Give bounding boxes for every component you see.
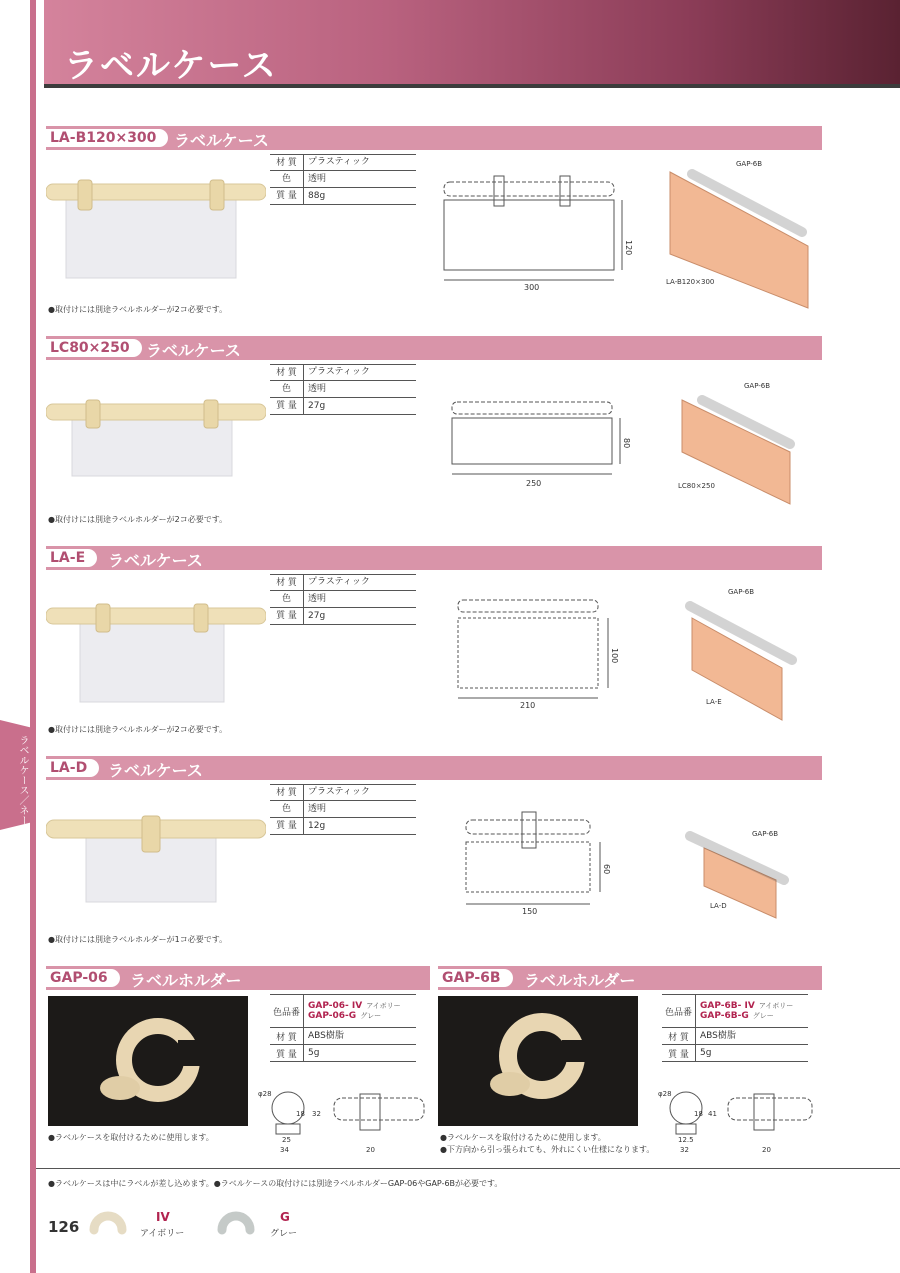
color-name-iv: アイボリー [758, 1002, 794, 1010]
section-header-gap-06 [46, 966, 430, 990]
holder-note: ●ラベルケースを取付けるために使用します。 [440, 1133, 606, 1142]
page-title: ラベルケース [64, 46, 278, 86]
dim-height: 100 [610, 648, 619, 664]
spec-key: 色 [270, 171, 304, 187]
spec-key: 質 量 [270, 1045, 304, 1061]
section-note: ●取付けには別途ラベルホルダーが2コ必要です。 [48, 515, 228, 524]
dim-s: 20 [366, 1146, 375, 1154]
dim-c: 25 [282, 1136, 291, 1144]
dim-height: 60 [602, 864, 611, 875]
swatch-name-g: グレー [270, 1229, 298, 1239]
mounting-illustration [662, 160, 822, 310]
spec-key: 質 量 [270, 188, 304, 204]
section-header-la-d [46, 756, 822, 780]
spec-key: 材 質 [270, 575, 304, 590]
color-name-g: グレー [752, 1012, 774, 1020]
spec-value: 88g [308, 190, 326, 201]
dim-s: 20 [762, 1146, 771, 1154]
mounting-illustration [680, 810, 810, 920]
spec-value: 27g [308, 610, 326, 621]
product-photo-lc80 [46, 390, 266, 500]
color-code-iv: GAP-06- IV [308, 1001, 363, 1011]
spec-table [270, 784, 416, 835]
spec-value: プラスティック [308, 787, 370, 797]
holder-note: ●ラベルケースを取付けるために使用します。 [48, 1133, 214, 1142]
dim-width: 250 [526, 479, 542, 488]
mounting-illustration [662, 380, 822, 510]
product-code: LA-E [46, 549, 97, 567]
dimension-drawing [460, 808, 650, 918]
section-note: ●取付けには別途ラベルホルダーが1コ必要です。 [48, 935, 228, 944]
dim-b: 32 [312, 1110, 321, 1118]
dim-width: 210 [520, 701, 536, 710]
spec-key: 材 質 [270, 155, 304, 170]
holder-spec-table [270, 994, 416, 1062]
product-photo-la-d [46, 812, 266, 912]
dim-diameter: φ28 [258, 1090, 272, 1098]
holder-note: ●下方向から引っ張られても、外れにくい仕様になります。 [440, 1145, 655, 1154]
spec-key: 色品番 [270, 995, 304, 1027]
page-number: 126 [48, 1218, 80, 1236]
color-code-iv: GAP-6B- IV [700, 1001, 755, 1011]
dimension-drawing [452, 594, 652, 714]
spec-key: 材 質 [270, 785, 304, 800]
product-photo-la-e [46, 600, 266, 710]
spec-key: 材 質 [662, 1028, 696, 1044]
color-name-g: グレー [360, 1012, 382, 1020]
section-header-gap-6b [438, 966, 822, 990]
spec-value: 透明 [308, 803, 327, 814]
spec-table [270, 154, 416, 205]
holder-label: GAP-6B [752, 830, 779, 838]
dim-b: 41 [708, 1110, 717, 1118]
section-title: ラベルケース [108, 551, 203, 570]
dim-height: 80 [622, 438, 631, 449]
case-label: LA-E [706, 698, 722, 706]
spec-value: プラスティック [308, 367, 370, 377]
dim-width: 300 [524, 283, 540, 292]
product-code: LA-D [46, 759, 99, 777]
spec-key: 質 量 [662, 1045, 696, 1061]
swatch-gray [216, 1206, 256, 1236]
spec-value: プラスティック [308, 577, 370, 587]
section-title: ラベルケース [108, 761, 203, 780]
swatch-code-g: G [280, 1210, 290, 1224]
swatch-name-iv: アイボリー [140, 1229, 185, 1239]
dim-diameter: φ28 [658, 1090, 672, 1098]
section-header-la-b120 [46, 126, 822, 150]
product-code: GAP-6B [438, 969, 513, 987]
dim-height: 120 [624, 240, 633, 256]
dim-c: 12.5 [678, 1136, 694, 1144]
swatch-ivory [88, 1206, 128, 1236]
holder-photo-gap-6b [438, 996, 638, 1126]
swatch-code-iv: IV [156, 1210, 170, 1224]
footer-divider [36, 1168, 900, 1169]
spec-key: 質 量 [270, 818, 304, 834]
section-title: ラベルケース [146, 341, 241, 360]
case-label: LA-B120×300 [666, 278, 715, 286]
spec-value: 透明 [308, 173, 327, 184]
spec-key: 色品番 [662, 995, 696, 1027]
spec-key: 色 [270, 801, 304, 817]
footer-note: ●ラベルケースは中にラベルが差し込めます。●ラベルケースの取付けには別途ラベルホルダーGAP-06やGAP-6Bが必要です。 [48, 1179, 503, 1188]
holder-spec-table [662, 994, 808, 1062]
color-code-g: GAP-6B-G [700, 1011, 749, 1021]
spec-key: 材 質 [270, 365, 304, 380]
holder-photo-gap-06 [48, 996, 248, 1126]
section-title: ラベルホルダー [130, 971, 242, 990]
spec-key: 質 量 [270, 398, 304, 414]
dimension-drawing [444, 392, 644, 492]
spec-key: 色 [270, 591, 304, 607]
spec-key: 材 質 [270, 1028, 304, 1044]
spec-value: 5g [700, 1047, 712, 1058]
dim-a: 18 [694, 1110, 703, 1118]
spec-key: 色 [270, 381, 304, 397]
spec-value: 透明 [308, 593, 327, 604]
holder-label: GAP-6B [728, 588, 755, 596]
left-accent-stripe [30, 0, 36, 1273]
product-code: LA-B120×300 [46, 129, 168, 147]
holder-dimension-drawing [658, 1086, 818, 1156]
case-label: LC80×250 [678, 482, 715, 490]
spec-value: ABS樹脂 [700, 1030, 736, 1041]
section-note: ●取付けには別途ラベルホルダーが2コ必要です。 [48, 725, 228, 734]
section-title: ラベルケース [174, 131, 269, 150]
section-title: ラベルホルダー [524, 971, 636, 990]
holder-label: GAP-6B [736, 160, 763, 168]
color-name-iv: アイボリー [366, 1002, 401, 1010]
page-header [44, 0, 900, 88]
mounting-illustration [676, 584, 816, 724]
spec-value: 12g [308, 820, 326, 831]
dim-width: 150 [522, 907, 538, 916]
holder-label: GAP-6B [744, 382, 771, 390]
section-header-lc80 [46, 336, 822, 360]
section-header-la-e [46, 546, 822, 570]
product-photo-la-b120 [46, 160, 266, 286]
spec-key: 質 量 [270, 608, 304, 624]
dim-a: 18 [296, 1110, 305, 1118]
spec-value: 透明 [308, 383, 327, 394]
spec-value: プラスティック [308, 157, 370, 167]
holder-dimension-drawing [256, 1086, 426, 1156]
section-note: ●取付けには別途ラベルホルダーが2コ必要です。 [48, 305, 228, 314]
color-code-g: GAP-06-G [308, 1011, 357, 1021]
product-code: GAP-06 [46, 969, 120, 987]
spec-table [270, 574, 416, 625]
product-code: LC80×250 [46, 339, 142, 357]
case-label: LA-D [710, 902, 727, 910]
dim-w: 32 [680, 1146, 689, 1154]
spec-table [270, 364, 416, 415]
spec-value: 27g [308, 400, 326, 411]
side-index-tab-label: ラベルケース／ネームプレート [17, 735, 28, 875]
dimension-drawing [436, 168, 636, 308]
spec-value: ABS樹脂 [308, 1030, 344, 1041]
dim-w: 34 [280, 1146, 289, 1154]
spec-value: 5g [308, 1047, 320, 1058]
